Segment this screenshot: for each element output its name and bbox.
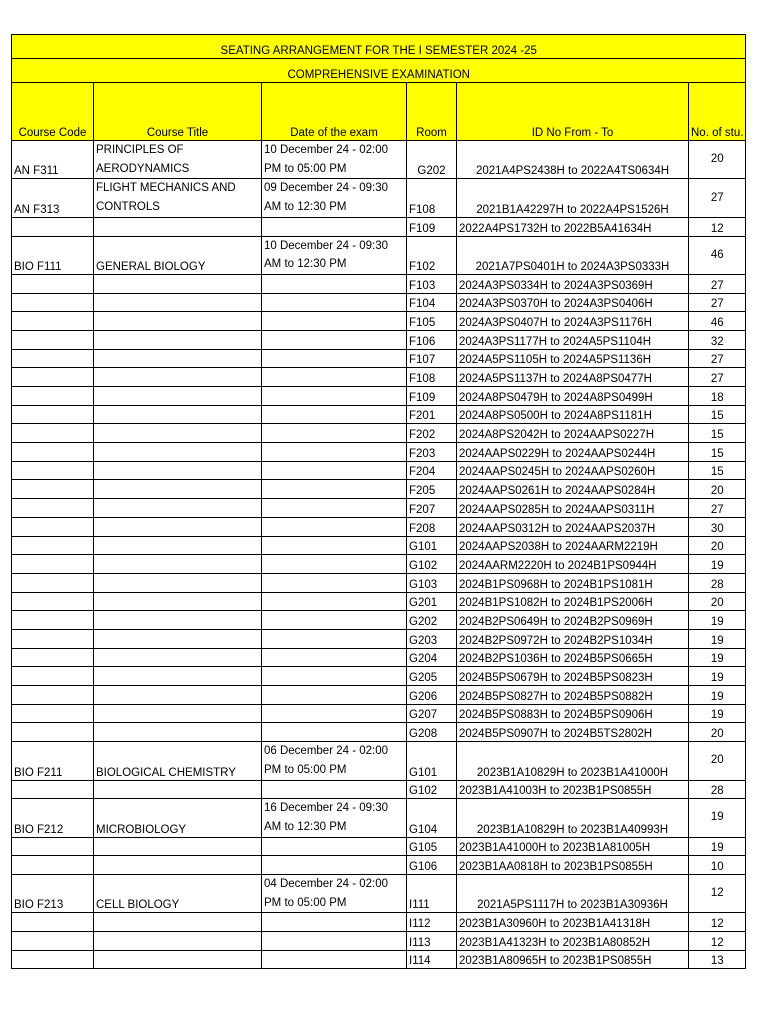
- cell-student-count: 27: [689, 349, 746, 368]
- cell-course-code: [12, 913, 94, 932]
- cell-student-count: 13: [689, 950, 746, 969]
- cell-course-code: [12, 499, 94, 518]
- table-row: [12, 499, 746, 518]
- cell-exam-date: [262, 330, 407, 349]
- cell-id-range: 2024A3PS1177H to 2024A5PS1104H: [457, 330, 689, 349]
- cell-course-title: MICROBIOLOGY: [94, 799, 262, 837]
- cell-course-title: [94, 592, 262, 611]
- cell-id-range: 2021A4PS2438H to 2022A4TS0634H: [457, 141, 689, 179]
- cell-id-range: 2023B1A80965H to 2023B1PS0855H: [457, 950, 689, 969]
- cell-id-range: 2024AAPS2038H to 2024AARM2219H: [457, 536, 689, 555]
- cell-exam-date: [262, 536, 407, 555]
- cell-room: F202: [407, 424, 457, 443]
- cell-exam-date: [262, 443, 407, 462]
- cell-course-code: [12, 667, 94, 686]
- cell-course-title: PRINCIPLES OF AERODYNAMICS: [94, 141, 262, 179]
- cell-id-range: 2024AAPS0285H to 2024AAPS0311H: [457, 499, 689, 518]
- cell-course-title: [94, 611, 262, 630]
- cell-room: G205: [407, 667, 457, 686]
- cell-student-count: 27: [689, 499, 746, 518]
- cell-course-title: BIOLOGICAL CHEMISTRY: [94, 742, 262, 780]
- cell-id-range: 2024B5PS0907H to 2024B5TS2802H: [457, 723, 689, 742]
- cell-exam-date: [262, 217, 407, 236]
- cell-student-count: 19: [689, 686, 746, 705]
- cell-exam-date: [262, 461, 407, 480]
- table-row: [12, 704, 746, 723]
- table-row: [12, 742, 746, 780]
- cell-exam-date: 10 December 24 - 09:30 AM to 12:30 PM: [262, 236, 407, 274]
- cell-id-range: 2024A8PS0500H to 2024A8PS1181H: [457, 405, 689, 424]
- cell-course-code: [12, 611, 94, 630]
- table-row: [12, 405, 746, 424]
- table-row: [12, 799, 746, 837]
- cell-id-range: 2024AAPS0229H to 2024AAPS0244H: [457, 443, 689, 462]
- cell-id-range: 2022A4PS1732H to 2022B5A41634H: [457, 217, 689, 236]
- cell-exam-date: [262, 913, 407, 932]
- cell-room: G206: [407, 686, 457, 705]
- cell-room: G208: [407, 723, 457, 742]
- cell-course-title: [94, 555, 262, 574]
- cell-room: F102: [407, 236, 457, 274]
- cell-id-range: 2024AAPS0245H to 2024AAPS0260H: [457, 461, 689, 480]
- cell-course-title: [94, 499, 262, 518]
- cell-student-count: 15: [689, 461, 746, 480]
- cell-room: G105: [407, 837, 457, 856]
- cell-course-code: BIO F111: [12, 236, 94, 274]
- table-row: [12, 592, 746, 611]
- cell-room: F106: [407, 330, 457, 349]
- cell-course-title: [94, 780, 262, 799]
- cell-room: F104: [407, 293, 457, 312]
- cell-course-code: [12, 704, 94, 723]
- table-row: [12, 141, 746, 179]
- cell-room: I114: [407, 950, 457, 969]
- cell-course-code: [12, 517, 94, 536]
- cell-room: I111: [407, 874, 457, 912]
- cell-student-count: 27: [689, 293, 746, 312]
- cell-room: I113: [407, 932, 457, 951]
- cell-course-title: [94, 648, 262, 667]
- cell-course-title: [94, 312, 262, 331]
- cell-student-count: 12: [689, 913, 746, 932]
- cell-course-title: [94, 950, 262, 969]
- cell-course-title: [94, 932, 262, 951]
- table-row: [12, 932, 746, 951]
- cell-exam-date: [262, 950, 407, 969]
- cell-id-range: 2024A8PS2042H to 2024AAPS0227H: [457, 424, 689, 443]
- cell-student-count: 19: [689, 629, 746, 648]
- table-row: [12, 293, 746, 312]
- cell-exam-date: [262, 780, 407, 799]
- cell-student-count: 19: [689, 799, 746, 837]
- cell-course-code: [12, 274, 94, 293]
- cell-course-title: [94, 686, 262, 705]
- cell-room: F203: [407, 443, 457, 462]
- cell-id-range: 2023B1A41000H to 2023B1A81005H: [457, 837, 689, 856]
- cell-room: F105: [407, 312, 457, 331]
- cell-course-code: [12, 424, 94, 443]
- cell-exam-date: [262, 368, 407, 387]
- cell-exam-date: [262, 405, 407, 424]
- cell-course-code: [12, 780, 94, 799]
- table-row: [12, 179, 746, 217]
- cell-room: G103: [407, 573, 457, 592]
- table-row: [12, 274, 746, 293]
- cell-course-code: [12, 368, 94, 387]
- cell-student-count: 28: [689, 573, 746, 592]
- sheet-subtitle: COMPREHENSIVE EXAMINATION: [12, 59, 746, 83]
- cell-exam-date: [262, 499, 407, 518]
- cell-id-range: 2024A3PS0407H to 2024A3PS1176H: [457, 312, 689, 331]
- cell-room: G201: [407, 592, 457, 611]
- cell-course-title: [94, 443, 262, 462]
- cell-room: G207: [407, 704, 457, 723]
- cell-id-range: 2023B1A10829H to 2023B1A41000H: [457, 742, 689, 780]
- table-row: [12, 950, 746, 969]
- cell-room: F201: [407, 405, 457, 424]
- cell-course-code: [12, 950, 94, 969]
- cell-course-title: [94, 723, 262, 742]
- cell-course-code: [12, 592, 94, 611]
- table-row: [12, 443, 746, 462]
- cell-course-code: [12, 480, 94, 499]
- table-row: [12, 424, 746, 443]
- cell-id-range: 2024AAPS0312H to 2024AAPS2037H: [457, 517, 689, 536]
- cell-course-title: [94, 629, 262, 648]
- cell-room: F108: [407, 368, 457, 387]
- cell-id-range: 2024A3PS0370H to 2024A3PS0406H: [457, 293, 689, 312]
- cell-course-title: [94, 461, 262, 480]
- cell-course-title: [94, 704, 262, 723]
- cell-course-title: [94, 517, 262, 536]
- header-room: Room: [407, 83, 457, 141]
- cell-room: G202: [407, 611, 457, 630]
- cell-exam-date: [262, 555, 407, 574]
- cell-course-code: [12, 443, 94, 462]
- cell-student-count: 46: [689, 236, 746, 274]
- cell-student-count: 20: [689, 592, 746, 611]
- cell-id-range: 2024B2PS0972H to 2024B2PS1034H: [457, 629, 689, 648]
- table-row: [12, 856, 746, 875]
- cell-course-code: [12, 312, 94, 331]
- cell-student-count: 27: [689, 368, 746, 387]
- cell-course-title: CELL BIOLOGY: [94, 874, 262, 912]
- cell-course-title: FLIGHT MECHANICS AND CONTROLS: [94, 179, 262, 217]
- table-row: [12, 312, 746, 331]
- cell-student-count: 28: [689, 780, 746, 799]
- cell-student-count: 12: [689, 874, 746, 912]
- cell-exam-date: [262, 517, 407, 536]
- cell-course-title: [94, 913, 262, 932]
- cell-exam-date: [262, 592, 407, 611]
- cell-id-range: 2024AARM2220H to 2024B1PS0944H: [457, 555, 689, 574]
- cell-course-code: BIO F212: [12, 799, 94, 837]
- cell-course-code: [12, 555, 94, 574]
- cell-exam-date: [262, 932, 407, 951]
- cell-course-code: [12, 686, 94, 705]
- table-row: [12, 236, 746, 274]
- cell-student-count: 19: [689, 837, 746, 856]
- table-row: [12, 686, 746, 705]
- cell-id-range: 2024B5PS0679H to 2024B5PS0823H: [457, 667, 689, 686]
- cell-course-title: [94, 293, 262, 312]
- cell-exam-date: [262, 704, 407, 723]
- cell-student-count: 30: [689, 517, 746, 536]
- table-row: [12, 573, 746, 592]
- cell-exam-date: [262, 837, 407, 856]
- cell-room: F109: [407, 387, 457, 406]
- cell-course-title: [94, 274, 262, 293]
- table-row: [12, 217, 746, 236]
- cell-id-range: 2024B2PS0649H to 2024B2PS0969H: [457, 611, 689, 630]
- cell-room: G101: [407, 742, 457, 780]
- cell-course-code: [12, 723, 94, 742]
- table-row: [12, 913, 746, 932]
- cell-student-count: 12: [689, 932, 746, 951]
- cell-room: G102: [407, 555, 457, 574]
- cell-room: G106: [407, 856, 457, 875]
- cell-course-code: [12, 349, 94, 368]
- cell-id-range: 2024AAPS0261H to 2024AAPS0284H: [457, 480, 689, 499]
- cell-exam-date: [262, 856, 407, 875]
- seating-table: [11, 34, 746, 969]
- cell-id-range: 2023B1A10829H to 2023B1A40993H: [457, 799, 689, 837]
- cell-id-range: 2024A8PS0479H to 2024A8PS0499H: [457, 387, 689, 406]
- cell-exam-date: [262, 387, 407, 406]
- table-row: [12, 330, 746, 349]
- cell-room: F107: [407, 349, 457, 368]
- cell-exam-date: [262, 293, 407, 312]
- table-row: [12, 780, 746, 799]
- cell-exam-date: [262, 573, 407, 592]
- cell-course-title: [94, 667, 262, 686]
- cell-course-title: [94, 330, 262, 349]
- cell-id-range: 2024B1PS0968H to 2024B1PS1081H: [457, 573, 689, 592]
- sheet-title: SEATING ARRANGEMENT FOR THE I SEMESTER 2024 -25: [12, 35, 746, 59]
- cell-exam-date: [262, 480, 407, 499]
- cell-course-code: [12, 217, 94, 236]
- table-row: [12, 555, 746, 574]
- cell-exam-date: [262, 648, 407, 667]
- header-student-count: No. of stu.: [689, 83, 746, 141]
- cell-id-range: 2023B1A30960H to 2023B1A41318H: [457, 913, 689, 932]
- table-row: [12, 461, 746, 480]
- table-row: [12, 837, 746, 856]
- cell-course-code: [12, 330, 94, 349]
- cell-course-code: AN F313: [12, 179, 94, 217]
- table-row: [12, 667, 746, 686]
- cell-exam-date: [262, 667, 407, 686]
- cell-exam-date: 04 December 24 - 02:00 PM to 05:00 PM: [262, 874, 407, 912]
- cell-id-range: 2024B1PS1082H to 2024B1PS2006H: [457, 592, 689, 611]
- table-row: [12, 368, 746, 387]
- cell-exam-date: [262, 686, 407, 705]
- cell-student-count: 15: [689, 424, 746, 443]
- cell-course-code: BIO F213: [12, 874, 94, 912]
- cell-course-code: [12, 648, 94, 667]
- cell-student-count: 15: [689, 405, 746, 424]
- cell-id-range: 2024A5PS1105H to 2024A5PS1136H: [457, 349, 689, 368]
- cell-course-code: [12, 293, 94, 312]
- table-row: [12, 349, 746, 368]
- cell-course-code: [12, 387, 94, 406]
- cell-exam-date: [262, 723, 407, 742]
- cell-room: F204: [407, 461, 457, 480]
- cell-course-title: [94, 856, 262, 875]
- cell-exam-date: 10 December 24 - 02:00 PM to 05:00 PM: [262, 141, 407, 179]
- table-row: [12, 480, 746, 499]
- cell-id-range: 2021A7PS0401H to 2024A3PS0333H: [457, 236, 689, 274]
- cell-id-range: 2021B1A42297H to 2022A4PS1526H: [457, 179, 689, 217]
- cell-exam-date: [262, 424, 407, 443]
- cell-course-title: [94, 368, 262, 387]
- cell-student-count: 46: [689, 312, 746, 331]
- cell-exam-date: [262, 312, 407, 331]
- cell-exam-date: 06 December 24 - 02:00 PM to 05:00 PM: [262, 742, 407, 780]
- cell-course-title: [94, 424, 262, 443]
- cell-room: G101: [407, 536, 457, 555]
- cell-id-range: 2024A3PS0334H to 2024A3PS0369H: [457, 274, 689, 293]
- cell-course-code: [12, 573, 94, 592]
- cell-course-code: [12, 536, 94, 555]
- cell-exam-date: [262, 611, 407, 630]
- cell-course-title: GENERAL BIOLOGY: [94, 236, 262, 274]
- table-row: [12, 648, 746, 667]
- cell-room: F207: [407, 499, 457, 518]
- cell-student-count: 20: [689, 723, 746, 742]
- cell-course-title: [94, 573, 262, 592]
- cell-student-count: 20: [689, 141, 746, 179]
- cell-course-title: [94, 480, 262, 499]
- cell-student-count: 19: [689, 704, 746, 723]
- cell-id-range: 2021A5PS1117H to 2023B1A30936H: [457, 874, 689, 912]
- cell-room: F103: [407, 274, 457, 293]
- cell-student-count: 19: [689, 555, 746, 574]
- cell-course-title: [94, 536, 262, 555]
- cell-id-range: 2024B5PS0827H to 2024B5PS0882H: [457, 686, 689, 705]
- cell-room: G203: [407, 629, 457, 648]
- cell-room: F108: [407, 179, 457, 217]
- cell-room: I112: [407, 913, 457, 932]
- cell-course-code: [12, 461, 94, 480]
- table-row: [12, 723, 746, 742]
- cell-student-count: 27: [689, 274, 746, 293]
- cell-id-range: 2024B2PS1036H to 2024B5PS0665H: [457, 648, 689, 667]
- table-row: [12, 611, 746, 630]
- table-row: [12, 536, 746, 555]
- cell-course-title: [94, 837, 262, 856]
- cell-room: G104: [407, 799, 457, 837]
- cell-id-range: 2023B1A41003H to 2023B1PS0855H: [457, 780, 689, 799]
- cell-id-range: 2023B1A41323H to 2023B1A80852H: [457, 932, 689, 951]
- table-row: [12, 874, 746, 912]
- table-row: [12, 629, 746, 648]
- cell-student-count: 12: [689, 217, 746, 236]
- cell-student-count: 20: [689, 536, 746, 555]
- cell-id-range: 2024B5PS0883H to 2024B5PS0906H: [457, 704, 689, 723]
- cell-course-code: BIO F211: [12, 742, 94, 780]
- table-row: [12, 517, 746, 536]
- cell-student-count: 27: [689, 179, 746, 217]
- cell-course-code: AN F311: [12, 141, 94, 179]
- cell-student-count: 20: [689, 742, 746, 780]
- cell-course-title: [94, 217, 262, 236]
- header-exam-date: Date of the exam: [262, 83, 407, 141]
- cell-course-title: [94, 387, 262, 406]
- cell-course-code: [12, 629, 94, 648]
- cell-room: F208: [407, 517, 457, 536]
- cell-course-code: [12, 932, 94, 951]
- cell-room: F205: [407, 480, 457, 499]
- header-course-title: Course Title: [94, 83, 262, 141]
- header-course-code: Course Code: [12, 83, 94, 141]
- cell-student-count: 15: [689, 443, 746, 462]
- cell-student-count: 19: [689, 667, 746, 686]
- table-row: [12, 387, 746, 406]
- cell-student-count: 19: [689, 648, 746, 667]
- cell-course-code: [12, 837, 94, 856]
- cell-exam-date: [262, 274, 407, 293]
- cell-id-range: 2024A5PS1137H to 2024A8PS0477H: [457, 368, 689, 387]
- cell-course-code: [12, 405, 94, 424]
- cell-course-title: [94, 405, 262, 424]
- cell-student-count: 20: [689, 480, 746, 499]
- cell-course-code: [12, 856, 94, 875]
- cell-student-count: 10: [689, 856, 746, 875]
- cell-room: G202: [407, 141, 457, 179]
- cell-room: F109: [407, 217, 457, 236]
- cell-exam-date: [262, 349, 407, 368]
- cell-id-range: 2023B1AA0818H to 2023B1PS0855H: [457, 856, 689, 875]
- cell-student-count: 18: [689, 387, 746, 406]
- cell-exam-date: 16 December 24 - 09:30 AM to 12:30 PM: [262, 799, 407, 837]
- cell-room: G204: [407, 648, 457, 667]
- cell-student-count: 32: [689, 330, 746, 349]
- cell-course-title: [94, 349, 262, 368]
- cell-room: G102: [407, 780, 457, 799]
- cell-exam-date: [262, 629, 407, 648]
- header-id-range: ID No From - To: [457, 83, 689, 141]
- cell-exam-date: 09 December 24 - 09:30 AM to 12:30 PM: [262, 179, 407, 217]
- cell-student-count: 19: [689, 611, 746, 630]
